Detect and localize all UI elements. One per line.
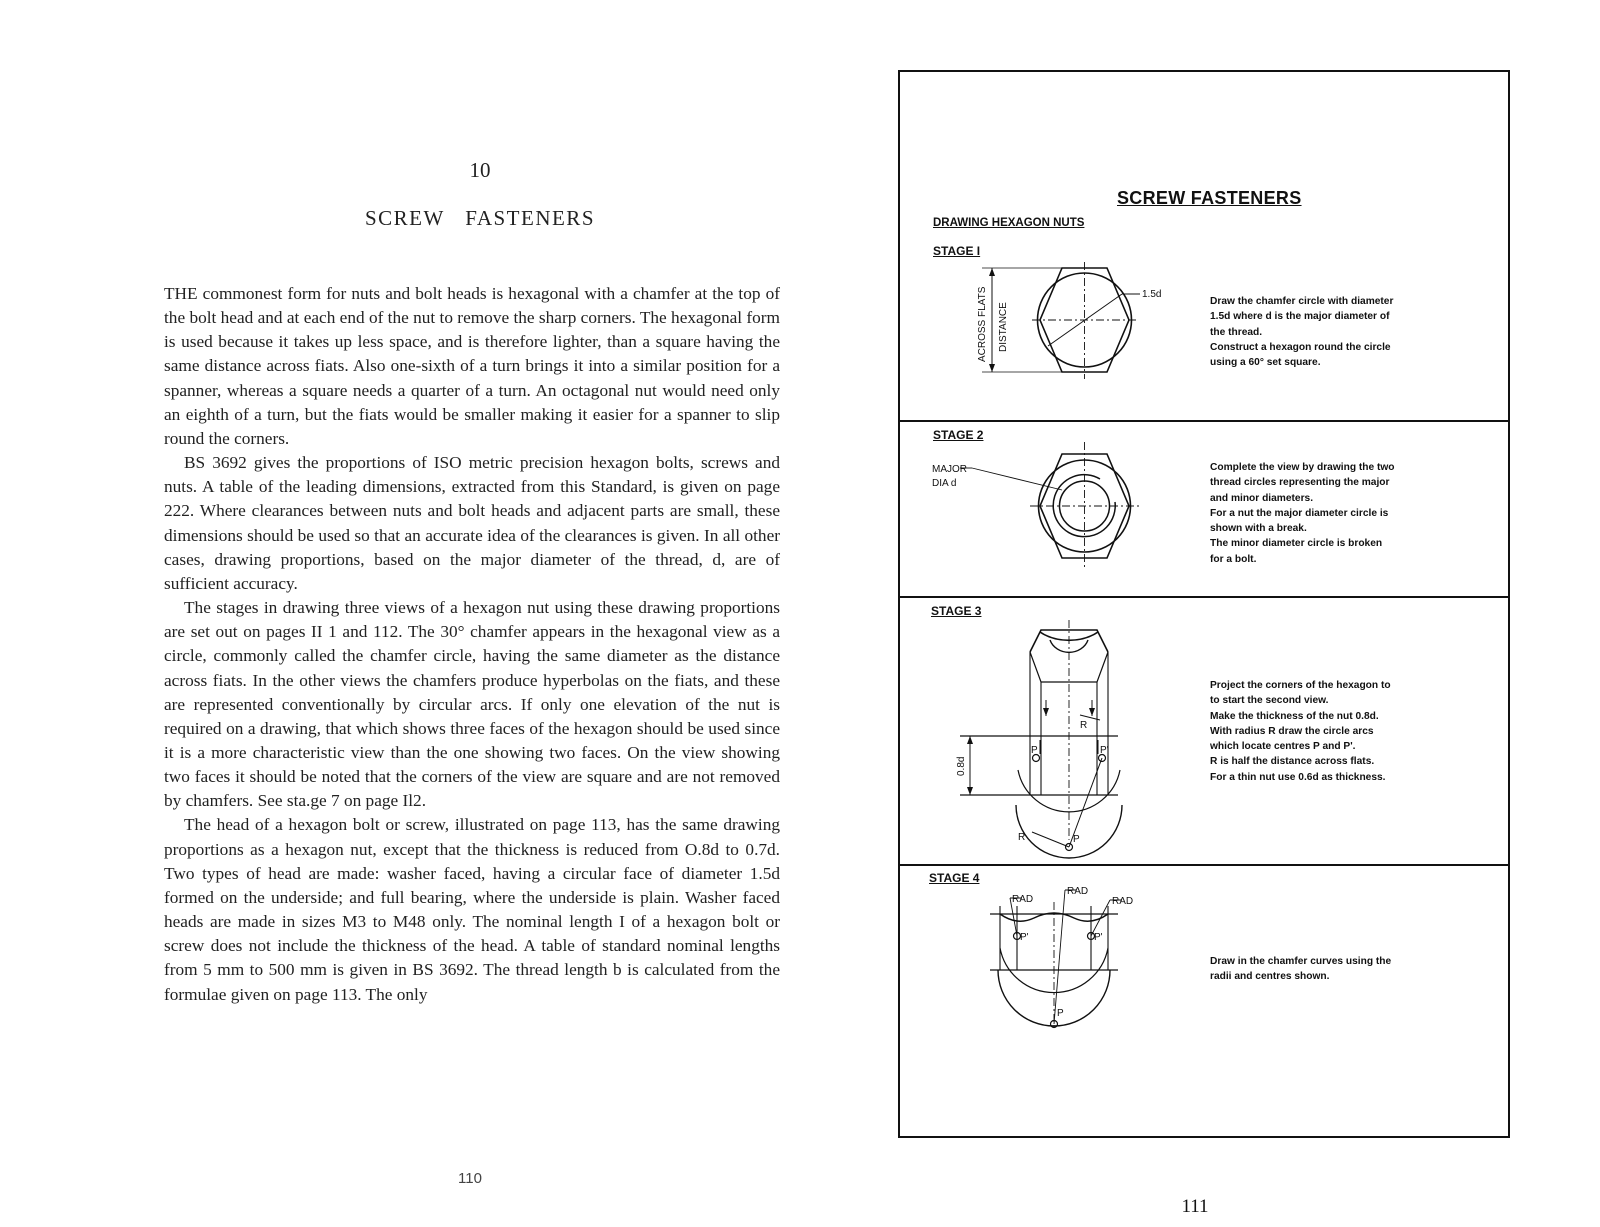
stage-4-dim-label: RAD [1012,894,1034,905]
stage-1-dim-label: DISTANCE [998,302,1009,352]
paragraph: The stages in drawing three views of a hexagon nut using these drawing proportions are set out on pages II 1 and 112. The 30° chamfer appears in the hexagonal view as a circle, commonly called the chamfer circle, having the same diameter as the distance across fiats. In the other views the chamfers produce hyperbolas on the fiats, and these are represented conventionally by circular arcs. If only one elevation of the nut is required on a drawing, that which shows three faces of the hexagon should be used since it is a more characteristic view than the one showing two faces. On the view showing two faces it should be noted that the corners of the view are square and are not removed by chamfers. See sta.ge 7 on page Il2. [164,598,780,811]
note-line: Project the corners of the hexagon to [1210,680,1391,691]
stage-4-dim-label: P [1057,1008,1064,1019]
stage-1-dim-label: ACROSS FLATS [977,286,988,362]
stage-2-notes [1210,460,1460,567]
note-line: For a nut the major diameter circle is [1210,507,1389,519]
body-text [164,282,780,1007]
note-line: R is half the distance across flats. [1210,756,1375,768]
stage-divider [900,596,1508,598]
note-line: thread circles representing the major [1210,477,1390,489]
chapter-title: SCREW FASTENERS [364,206,595,230]
stage-1-notes [1210,294,1460,370]
paragraph: The head of a hexagon bolt or screw, illustrated on page 113, has the same drawing proportions as a hexagon nut, except that the thickness is reduced from O.8d to 0.7d. Two types of head are made: washer faced, having a circular face of diameter 1.5d formed on the underside; and full bearing, where the underside is plain. Washer faced heads are made in sizes M3 to M48 only. The nominal length I of a hexagon bolt or screw does not include the thickness of the head. A table of standard nominal lengths from 5 mm to 500 mm is given in BS 3692. The thread length b is calculated from the formulae given on page 113. The only [164,815,780,1004]
note-line: Construct a hexagon round the circle [1210,341,1391,353]
stage-4-dim-label: P' [1020,932,1029,943]
stage-divider [900,864,1508,866]
stage-3-dim-label: P [1031,745,1038,756]
note-line: to start the second view. [1210,695,1329,707]
stage-1-dim-label: 1.5d [1142,289,1162,300]
paragraph: THE commonest form for nuts and bolt heads is hexagonal with a chamfer at the top of the bolt head and at each end of the nut to remove the sharp corners. The hexagonal form is used because it takes up less space, and is therefore lighter, than a square having the same distance across fiats. Also one-sixth of a turn brings it into a similar position for a spanner, whereas a square needs a quarter of a turn. An octagonal nut would need only an eighth of a turn, but the fiats would be smaller making it easier for a spanner to slip round the corners. [164,284,780,448]
stage-3-label: STAGE 3 [931,604,982,618]
stage-2-label: STAGE 2 [933,428,984,442]
stage-3-dim-label: P' [1100,745,1109,756]
note-line: for a bolt. [1210,553,1257,565]
note-line: The minor diameter circle is broken [1210,538,1383,550]
note-line: Draw the chamfer circle with diameter [1210,296,1394,307]
page-number-left: 110 [458,1170,482,1187]
note-line: 1.5d where d is the major diameter of [1210,311,1390,323]
note-line: Draw in the chamfer curves using the [1210,956,1392,967]
chapter-number: 10 [469,158,491,182]
stage-4-notes [1210,954,1460,985]
note-line: using a 60° set square. [1210,357,1321,369]
note-line: With radius R draw the circle arcs [1210,725,1374,737]
stage-3-notes [1210,678,1460,785]
stage-2-dim-label: MAJOR [932,464,967,475]
stage-4-label: STAGE 4 [929,871,980,885]
stage-4-dim-label: RAD [1067,886,1089,897]
note-line: shown with a break. [1210,523,1307,535]
note-line: radii and centres shown. [1210,971,1330,983]
note-line: Complete the view by drawing the two [1210,462,1395,473]
stage-2-dim-label: DIA d [932,478,957,489]
note-line: For a thin nut use 0.6d as thickness. [1210,771,1386,783]
note-line: which locate centres P and P'. [1210,741,1356,753]
stage-4-dim-label: RAD [1112,896,1134,907]
paragraph: BS 3692 gives the proportions of ISO metric precision hexagon bolts, screws and nuts. A table of the leading dimensions, extracted from this Standard, is given on page 222. Where clearances between nuts and bolt heads and adjacent parts are small, these dimensions should be used so that an accurate idea of the clearances is given. In all other cases, drawing proportions, based on the major diameter of the thread, d, are of sufficient accuracy. [164,453,780,593]
stage-1-drawing [940,262,1180,382]
stage-3-dim-label: R [1080,720,1088,731]
page-number-right: 111 [1181,1196,1209,1217]
stage-3-dim-label: 0.8d [956,756,967,776]
stage-3-dim-label: P [1073,834,1080,845]
note-line: Make the thickness of the nut 0.8d. [1210,710,1379,722]
sheet-subtitle: DRAWING HEXAGON NUTS [933,217,1085,229]
stage-2-drawing [930,442,1170,592]
sheet-title: SCREW FASTENERS [1117,188,1302,208]
stage-3-dim-label: R [1018,832,1026,843]
drawing-sheet [898,70,1510,1138]
stage-1-label: STAGE I [933,244,981,258]
stage-3-drawing [940,620,1180,870]
note-line: the thread. [1210,326,1263,338]
stage-4-drawing [970,878,1170,1038]
stage-4-dim-label: P' [1094,932,1103,943]
note-line: and minor diameters. [1210,492,1314,504]
stage-divider [900,420,1508,422]
